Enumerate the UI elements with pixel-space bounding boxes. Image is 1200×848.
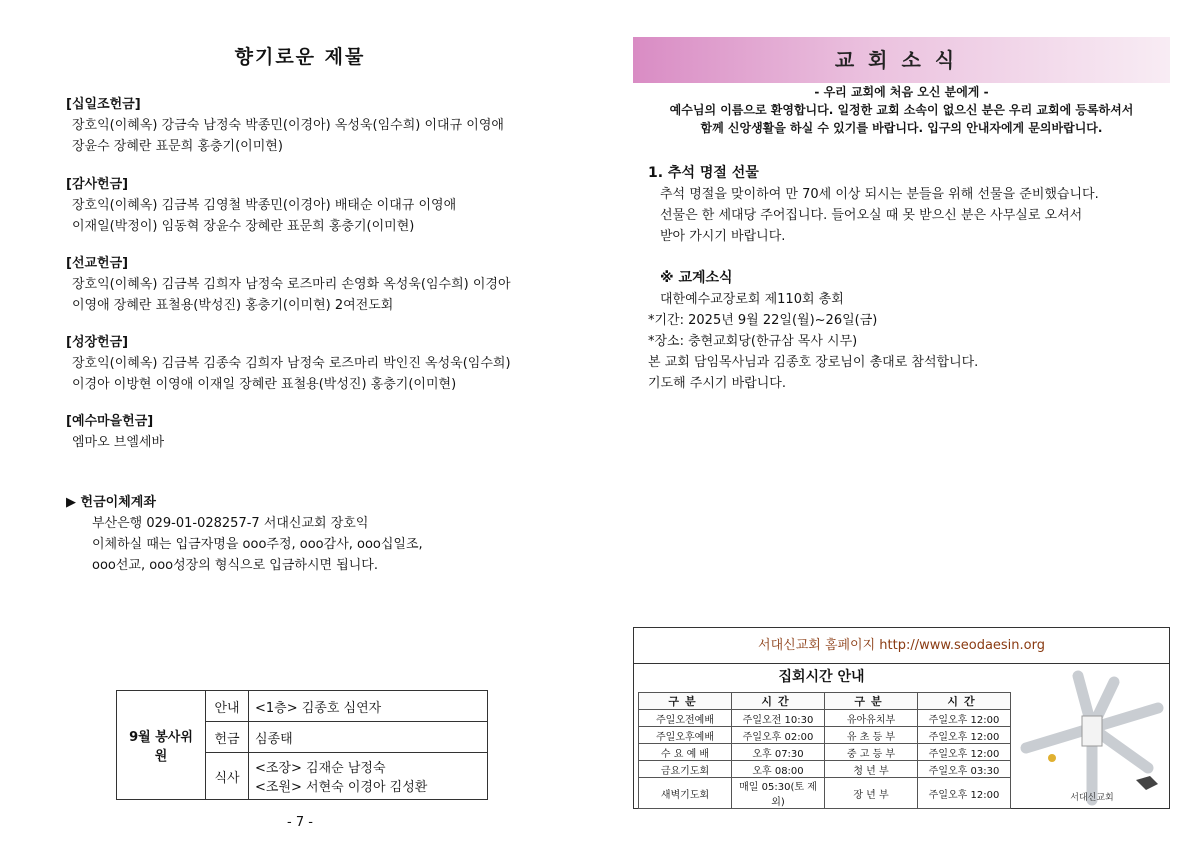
news-line: 받아 가시기 바랍니다.: [660, 229, 786, 244]
news-item-chuseok: [648, 163, 1178, 247]
section-line: 장호익(이혜옥) 김금복 김희자 남정숙 로즈마리 손영화 옥성욱(임수희) 이경아: [72, 277, 511, 292]
schedule-cell: 장 년 부: [825, 778, 918, 809]
account-info: [66, 492, 423, 576]
schedule-cell: 주일오전예배: [639, 710, 732, 727]
schedule-cell: 주일오후 12:00: [918, 778, 1011, 809]
table-row: [639, 778, 1011, 809]
schedule-cell: 새벽기도회: [639, 778, 732, 809]
schedule-cell: 수 요 예 배: [639, 744, 732, 761]
schedule-cell: 주일오후 12:00: [918, 727, 1011, 744]
homepage-link[interactable]: 서대신교회 홈페이지 http://www.seodaesin.org: [634, 628, 1169, 664]
account-line: 이체하실 때는 입금자명을 ooo주정, ooo감사, ooo십일조,: [92, 537, 423, 552]
news-line: *기간: 2025년 9월 22일(월)~26일(금): [648, 313, 878, 328]
welcome-heading: - 우리 교회에 처음 오신 분에게 -: [814, 85, 989, 99]
section-line: 엠마오 브엘세바: [72, 435, 165, 450]
news-line: 선물은 한 세대당 주어집니다. 들어오실 때 못 받으신 분은 사무실로 오셔서: [660, 208, 1083, 223]
tithe-section: [66, 94, 586, 157]
church-info-box: [633, 627, 1170, 809]
section-line: 장호익(이혜옥) 김금복 김종숙 김희자 남정숙 로즈마리 박인진 옥성욱(임수희): [72, 356, 511, 371]
table-row: [639, 761, 1011, 778]
schedule-table: [638, 692, 1011, 809]
service-names: <조장> 김재순 남정숙: [255, 761, 386, 776]
welcome-line: 함께 신앙생활을 하실 수 있기를 바랍니다. 입구의 안내자에게 문의바랍니다.: [700, 121, 1103, 135]
table-row: [639, 744, 1011, 761]
service-names: <1층> 김종호 심연자: [249, 691, 488, 722]
schedule-cell: 주일오후 12:00: [918, 744, 1011, 761]
mission-section: [66, 253, 586, 316]
service-committee-table: [116, 690, 488, 800]
account-heading: ▶ 헌금이체계좌: [66, 495, 156, 510]
table-row: [639, 727, 1011, 744]
section-heading: [감사헌금]: [66, 177, 129, 192]
section-heading: [성장헌금]: [66, 335, 129, 350]
section-line: 장호익(이혜옥) 강금숙 남정숙 박종민(이경아) 옥성욱(임수희) 이대규 이영애: [72, 118, 504, 133]
service-names: 심종태: [249, 722, 488, 753]
news-line: *장소: 충현교회당(한규삼 목사 시무): [648, 334, 858, 349]
church-location-map: [1018, 668, 1166, 806]
schedule-header: 시간: [918, 693, 1011, 710]
service-role: 안내: [206, 691, 249, 722]
news-item-denomination: [648, 268, 1178, 394]
schedule-cell: 매일 05:30(토 제외): [732, 778, 825, 809]
section-line: 이영애 장혜란 표철용(박성진) 홍충기(이미현) 2여전도회: [72, 298, 394, 313]
section-line: 장호익(이혜옥) 김금복 김영철 박종민(이경아) 배태순 이대규 이영애: [72, 198, 457, 213]
section-heading: [예수마을헌금]: [66, 414, 154, 429]
service-names-block: [249, 753, 488, 800]
schedule-cell: 주일오후예배: [639, 727, 732, 744]
section-heading: [선교헌금]: [66, 256, 129, 271]
schedule-title: 집회시간 안내: [778, 669, 865, 685]
account-line: ooo선교, ooo성장의 형식으로 입금하시면 됩니다.: [92, 558, 379, 573]
schedule-cell: 오후 08:00: [732, 761, 825, 778]
growth-section: [66, 332, 586, 395]
schedule-header: 구분: [825, 693, 918, 710]
section-line: 장윤수 장혜란 표문희 홍충기(이미현): [72, 139, 283, 154]
service-label: 9월 봉사위원: [117, 691, 206, 800]
news-line: 추석 명절을 맞이하여 만 70세 이상 되시는 분들을 위해 선물을 준비했습니다.: [660, 187, 1099, 202]
schedule-cell: 오후 07:30: [732, 744, 825, 761]
schedule-cell: 주일오전 10:30: [732, 710, 825, 727]
schedule-cell: 유아유치부: [825, 710, 918, 727]
page-number: - 7 -: [287, 815, 313, 830]
section-heading: [십일조헌금]: [66, 97, 141, 112]
schedule-header: 시간: [732, 693, 825, 710]
news-line: 기도해 주시기 바랍니다.: [648, 376, 786, 391]
account-line: 부산은행 029-01-028257-7 서대신교회 장호익: [92, 516, 369, 531]
news-line: 본 교회 담임목사님과 김종호 장로님이 총대로 참석합니다.: [648, 355, 979, 370]
schedule-cell: 주일오후 02:00: [732, 727, 825, 744]
village-section: [66, 411, 586, 453]
section-line: 이경아 이방현 이영애 이재일 장혜란 표철용(박성진) 홍충기(이미현): [72, 377, 457, 392]
news-heading: 1. 추석 명절 선물: [648, 165, 759, 181]
church-news-banner: 교회소식: [633, 37, 1170, 83]
thanks-section: [66, 174, 586, 237]
news-line: 대한예수교장로회 제110회 총회: [660, 292, 844, 307]
schedule-cell: 청 년 부: [825, 761, 918, 778]
table-row: [639, 710, 1011, 727]
welcome-line: 예수님의 이름으로 환영합니다. 일정한 교회 소속이 없으신 분은 우리 교회에 등록하셔서: [669, 103, 1134, 117]
map-church-label: 서대신교회: [1070, 793, 1114, 803]
schedule-header: 구분: [639, 693, 732, 710]
service-names: <조원> 서현숙 이경아 김성환: [255, 780, 428, 795]
schedule-cell: 주일오후 12:00: [918, 710, 1011, 727]
schedule-cell: 중 고 등 부: [825, 744, 918, 761]
schedule-cell: 유 초 등 부: [825, 727, 918, 744]
section-line: 이재일(박정이) 임동혁 장윤수 장혜란 표문희 홍충기(이미현): [72, 219, 415, 234]
schedule-cell: 금요기도회: [639, 761, 732, 778]
news-heading: ※ 교계소식: [660, 270, 733, 286]
service-role: 식사: [206, 753, 249, 800]
offering-page-title: 향기로운 제물: [234, 46, 366, 68]
schedule-cell: 주일오후 03:30: [918, 761, 1011, 778]
service-role: 헌금: [206, 722, 249, 753]
